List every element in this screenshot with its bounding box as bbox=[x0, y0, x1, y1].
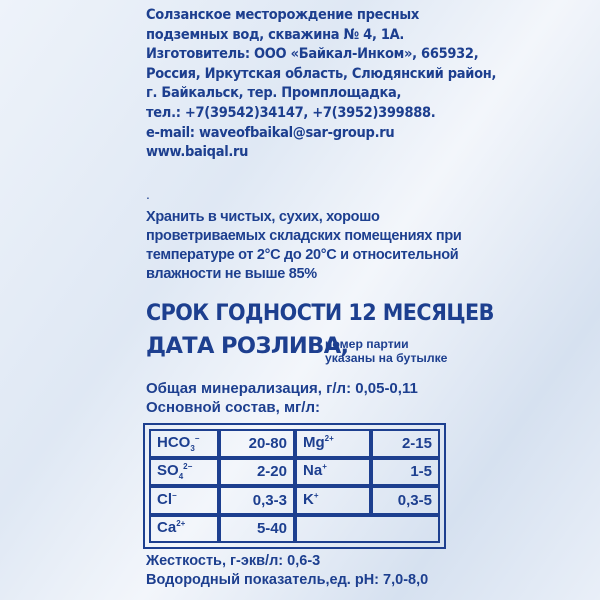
ion-row bbox=[149, 486, 440, 515]
bottling-date-row bbox=[146, 333, 348, 359]
ion-name-cell bbox=[295, 486, 371, 515]
ion-name-cell bbox=[149, 429, 219, 458]
ion-row bbox=[149, 429, 440, 458]
ion-value-cell: 2-15 bbox=[371, 429, 440, 458]
ion-value-cell: 0,3-3 bbox=[219, 486, 295, 515]
storage-line: проветриваемых складских помещениях при bbox=[146, 228, 462, 244]
ion-symbol: Ca bbox=[157, 519, 177, 537]
ion-charge: + bbox=[322, 462, 327, 472]
storage-line: температуре от 2°C до 20°C и относительной bbox=[146, 247, 459, 263]
ion-value-cell: 20-80 bbox=[219, 429, 295, 458]
ion-charge: 2+ bbox=[324, 433, 334, 443]
storage-line: Хранить в чистых, сухих, хорошо bbox=[146, 209, 380, 225]
website-line: www.baiqal.ru bbox=[146, 144, 249, 161]
storage-line: влажности не выше 85% bbox=[146, 266, 317, 282]
ion-value-cell: 2-20 bbox=[219, 458, 295, 487]
bottling-date-heading: ДАТА РОЗЛИВА, bbox=[146, 333, 349, 359]
ion-row bbox=[149, 515, 440, 544]
separator-dot: . bbox=[146, 186, 150, 202]
ion-value-cell: 5-40 bbox=[219, 515, 295, 544]
shelf-life-heading: СРОК ГОДНОСТИ 12 МЕСЯЦЕВ bbox=[146, 300, 494, 326]
ion-symbol: Cl bbox=[157, 490, 172, 508]
ion-symbol: Mg bbox=[303, 433, 325, 451]
ph-value: Водородный показатель,ед. pH: 7,0-8,0 bbox=[146, 572, 429, 588]
ion-charge: 2− bbox=[183, 462, 193, 472]
ion-charge: 2+ bbox=[176, 519, 186, 529]
total-mineralization: Общая минерализация, г/л: 0,05-0,11 bbox=[146, 380, 418, 397]
ion-subscript: 4 bbox=[178, 472, 184, 482]
address-line: тел.: +7(39542)34147, +7(3952)399888. bbox=[146, 104, 436, 121]
ion-charge: − bbox=[194, 433, 200, 443]
ion-name-cell bbox=[295, 429, 371, 458]
ion-symbol: K bbox=[303, 490, 314, 508]
ion-value-cell: 1-5 bbox=[371, 458, 440, 487]
ion-row bbox=[149, 458, 440, 487]
ion-subscript: 3 bbox=[190, 443, 195, 453]
address-line: подземных вод, скважина № 4, 1А. bbox=[146, 26, 405, 43]
email-line: e-mail: waveofbaikal@sar-group.ru bbox=[146, 124, 395, 141]
address-line: Солзанское месторождение пресных bbox=[146, 7, 419, 23]
ion-charge: + bbox=[313, 490, 319, 500]
lot-number-note bbox=[325, 338, 447, 365]
address-line: Россия, Иркутская область, Слюдянский район, bbox=[146, 65, 497, 82]
ion-symbol: HCO bbox=[157, 433, 191, 451]
ion-symbol: Na bbox=[303, 462, 323, 480]
address-line: г. Байкальск, тер. Промплощадка, bbox=[146, 85, 402, 102]
water-hardness: Жесткость, г-экв/л: 0,6-3 bbox=[146, 553, 321, 569]
lot-note-line: указаны на бутылке bbox=[325, 350, 448, 365]
composition-title: Основной состав, мг/л: bbox=[146, 399, 320, 416]
storage-conditions bbox=[146, 208, 586, 284]
composition-table bbox=[143, 423, 446, 549]
ion-name-cell bbox=[149, 515, 219, 544]
ion-name-cell bbox=[149, 486, 219, 515]
address-line: Изготовитель: ООО «Байкал-Инком», 665932, bbox=[146, 46, 479, 63]
empty-cell bbox=[295, 515, 440, 544]
lot-note-line: номер партии bbox=[325, 337, 409, 351]
ion-value-cell: 0,3-5 bbox=[371, 486, 440, 515]
ion-charge: − bbox=[172, 490, 177, 500]
manufacturer-address bbox=[146, 6, 586, 163]
ion-name-cell bbox=[149, 458, 219, 487]
ion-name-cell bbox=[295, 458, 371, 487]
ion-symbol: SO bbox=[157, 462, 179, 480]
